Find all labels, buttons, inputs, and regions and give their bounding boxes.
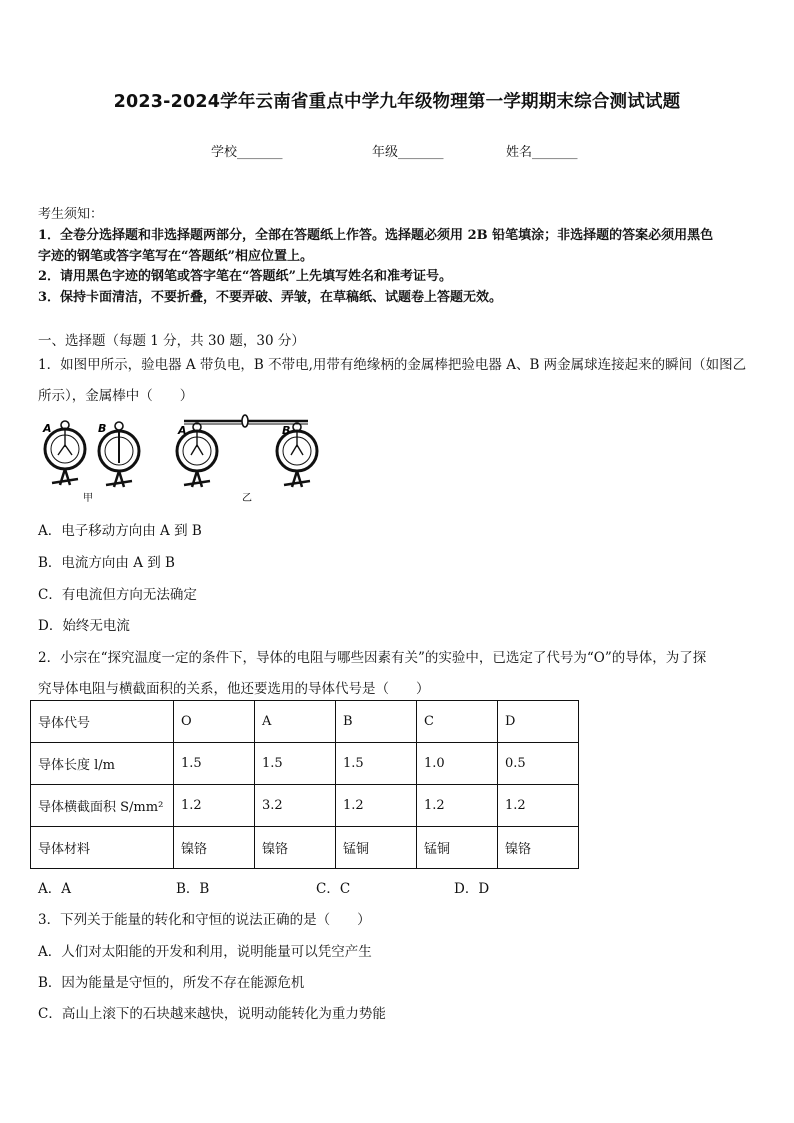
table-cell: O — [174, 701, 255, 743]
fig2-label-a: A — [178, 424, 187, 437]
school-label: 学校 — [211, 145, 238, 160]
name-field — [506, 141, 578, 160]
table-cell: 1.2 — [174, 785, 255, 827]
table-cell: 1.5 — [336, 743, 417, 785]
fig2-caption: 乙 — [242, 493, 252, 504]
q1-figure — [38, 411, 328, 506]
grade-label: 年级 — [372, 145, 399, 160]
table-cell: 导体材料 — [31, 827, 174, 869]
q2-option-d: D．D — [454, 881, 490, 897]
name-blank: _______ — [532, 145, 578, 160]
notice-heading: 考生须知： — [38, 207, 104, 222]
fig2-label-b: B — [282, 424, 291, 437]
q3-option-a: A．人们对太阳能的开发和利用，说明能量可以凭空产生 — [38, 944, 372, 960]
page-title: 2023-2024学年云南省重点中学九年级物理第一学期期末综合测试试题 — [113, 92, 681, 112]
table-cell: A — [255, 701, 336, 743]
fig1-label-a: A — [43, 422, 52, 435]
table-cell: 3.2 — [255, 785, 336, 827]
q3-option-c: C．高山上滚下的石块越来越快，说明动能转化为重力势能 — [38, 1006, 386, 1022]
table-row — [31, 743, 579, 785]
q2-stem-line2: 究导体电阻与横截面积的关系，他还要选用的导体代号是（ ） — [38, 681, 430, 697]
q1-option-c: C．有电流但方向无法确定 — [38, 587, 197, 603]
q1-option-b: B．电流方向由 A 到 B — [38, 555, 175, 571]
q2-option-c: C．C — [316, 881, 351, 897]
table-cell: 导体横截面积 S/mm² — [31, 785, 174, 827]
q1-stem-line2: 所示），金属棒中（ ） — [38, 388, 194, 404]
q1-stem-line1: 1．如图甲所示，验电器 A 带负电，B 不带电,用带有绝缘柄的金属棒把验电器 A、B 两金属球连接起来的瞬间（如图乙 — [38, 357, 747, 373]
fig1-label-b: B — [98, 422, 107, 435]
table-cell: 1.2 — [417, 785, 498, 827]
table-cell: 锰铜 — [417, 827, 498, 869]
school-blank: _______ — [237, 145, 283, 160]
table-cell: 镍铬 — [255, 827, 336, 869]
table-cell: 镍铬 — [498, 827, 579, 869]
q3-stem: 3．下列关于能量的转化和守恒的说法正确的是（ ） — [38, 912, 371, 928]
q1-option-d: D．始终无电流 — [38, 618, 130, 634]
table-cell: 导体长度 l/m — [31, 743, 174, 785]
table-cell: D — [498, 701, 579, 743]
table-cell: 1.2 — [498, 785, 579, 827]
q3-option-b: B．因为能量是守恒的，所发不存在能源危机 — [38, 975, 305, 991]
table-cell: 导体代号 — [31, 701, 174, 743]
table-cell: 1.0 — [417, 743, 498, 785]
notice-item: 字迹的钢笔或答字笔写在“答题纸”相应位置上。 — [38, 249, 313, 264]
conductor-table — [30, 700, 579, 869]
q2-options — [38, 877, 489, 897]
q2-option-a: A．A — [38, 881, 71, 897]
q2-stem-line1: 2．小宗在“探究温度一定的条件下，导体的电阻与哪些因素有关”的实验中，已选定了代号为“O”的导体，为了探 — [38, 650, 707, 666]
table-cell: 1.2 — [336, 785, 417, 827]
table-cell: 镍铬 — [174, 827, 255, 869]
table-cell: B — [336, 701, 417, 743]
table-row — [31, 701, 579, 743]
table-row — [31, 827, 579, 869]
notice-item: 1．全卷分选择题和非选择题两部分，全部在答题纸上作答。选择题必须用 2B 铅笔填涂；非选择题的答案必须用黑色 — [38, 228, 714, 243]
table-cell: 锰铜 — [336, 827, 417, 869]
table-cell: 0.5 — [498, 743, 579, 785]
section-heading: 一、选择题（每题 1 分，共 30 题，30 分） — [38, 333, 305, 349]
name-label: 姓名 — [506, 145, 533, 160]
q2-option-b: B．B — [176, 881, 210, 897]
table-row — [31, 785, 579, 827]
notice-item: 2．请用黑色字迹的钢笔或答字笔在“答题纸”上先填写姓名和准考证号。 — [38, 269, 453, 284]
grade-field — [372, 141, 444, 160]
school-field — [211, 141, 283, 160]
table-cell: C — [417, 701, 498, 743]
q1-option-a: A．电子移动方向由 A 到 B — [38, 523, 202, 539]
table-cell: 1.5 — [174, 743, 255, 785]
table-cell: 1.5 — [255, 743, 336, 785]
notice-item: 3．保持卡面清洁，不要折叠，不要弄破、弄皱，在草稿纸、试题卷上答题无效。 — [38, 290, 503, 305]
fig1-caption: 甲 — [83, 493, 93, 504]
grade-blank: _______ — [398, 145, 444, 160]
